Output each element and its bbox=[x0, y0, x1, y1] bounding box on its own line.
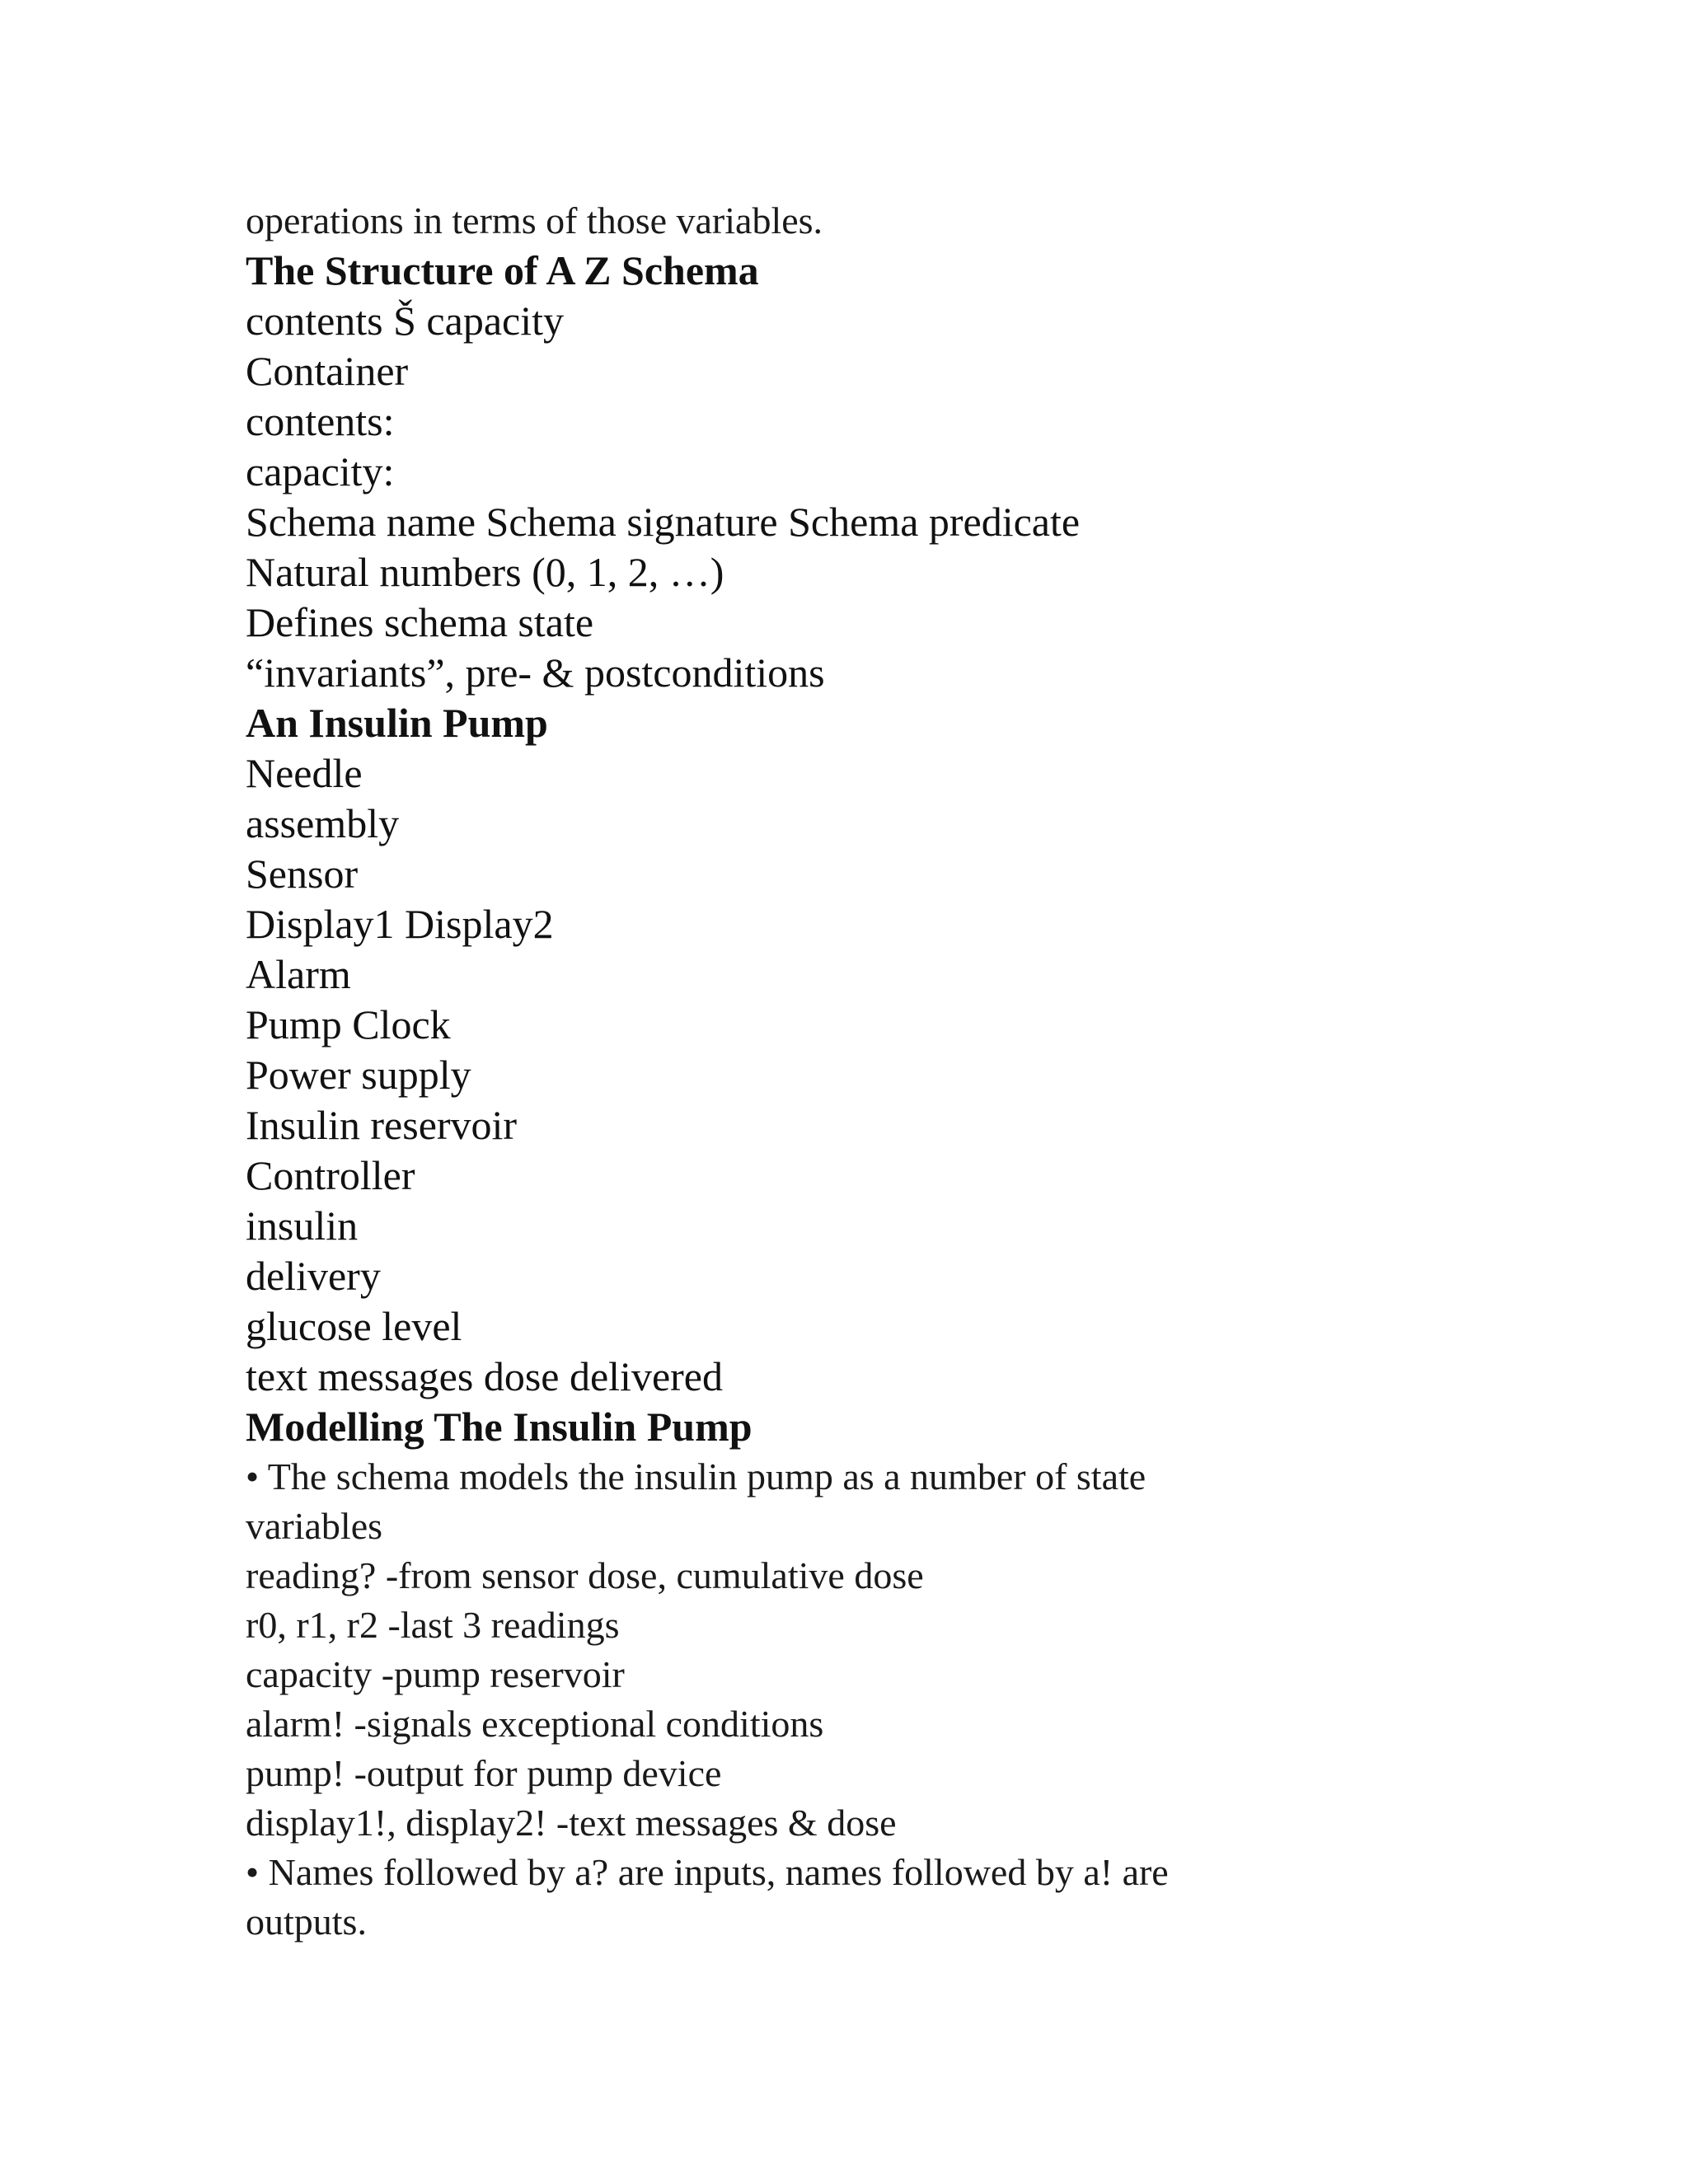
schema-line: contents: bbox=[246, 398, 395, 444]
schema-line: Container bbox=[246, 348, 409, 394]
modelling-line: display1!, display2! -text messages & dose bbox=[246, 1802, 897, 1844]
modelling-line: reading? -from sensor dose, cumulative dose bbox=[246, 1554, 924, 1596]
modelling-line: outputs. bbox=[246, 1900, 367, 1943]
modelling-line: alarm! -signals exceptional conditions bbox=[246, 1703, 824, 1745]
schema-line: “invariants”, pre- & postconditions bbox=[246, 649, 825, 696]
section-heading-insulin-pump: An Insulin Pump bbox=[246, 700, 548, 746]
pump-component-line: Controller bbox=[246, 1152, 415, 1198]
schema-line: Schema name Schema signature Schema predicate bbox=[246, 499, 1081, 545]
pump-component-line: Display1 Display2 bbox=[246, 901, 554, 947]
modelling-line: capacity -pump reservoir bbox=[246, 1653, 625, 1695]
schema-line: contents Š capacity bbox=[246, 298, 564, 344]
schema-line: Natural numbers (0, 1, 2, …) bbox=[246, 549, 724, 595]
modelling-line: r0, r1, r2 -last 3 readings bbox=[246, 1604, 620, 1646]
pump-component-line: text messages dose delivered bbox=[246, 1353, 723, 1399]
pump-component-line: glucose level bbox=[246, 1303, 462, 1349]
pump-component-line: delivery bbox=[246, 1253, 381, 1299]
modelling-line: variables bbox=[246, 1505, 383, 1547]
pump-component-line: Alarm bbox=[246, 951, 351, 997]
pump-component-line: assembly bbox=[246, 800, 400, 846]
schema-line: capacity: bbox=[246, 448, 395, 494]
modelling-line: • The schema models the insulin pump as a number of state bbox=[246, 1455, 1146, 1497]
modelling-line: • Names followed by a? are inputs, names followed by a! are bbox=[246, 1851, 1169, 1893]
document-page bbox=[246, 196, 1400, 1947]
pump-component-line: Sensor bbox=[246, 851, 359, 897]
pump-component-line: Power supply bbox=[246, 1052, 471, 1098]
modelling-line: pump! -output for pump device bbox=[246, 1752, 722, 1794]
section-heading-modelling: Modelling The Insulin Pump bbox=[246, 1404, 753, 1450]
schema-line: Defines schema state bbox=[246, 599, 594, 645]
pump-component-line: insulin bbox=[246, 1202, 359, 1249]
section-heading-z-schema: The Structure of A Z Schema bbox=[246, 247, 759, 293]
pump-component-line: Needle bbox=[246, 750, 363, 796]
pump-component-line: Insulin reservoir bbox=[246, 1102, 518, 1148]
intro-line: operations in terms of those variables. bbox=[246, 199, 823, 241]
pump-component-line: Pump Clock bbox=[246, 1001, 451, 1047]
